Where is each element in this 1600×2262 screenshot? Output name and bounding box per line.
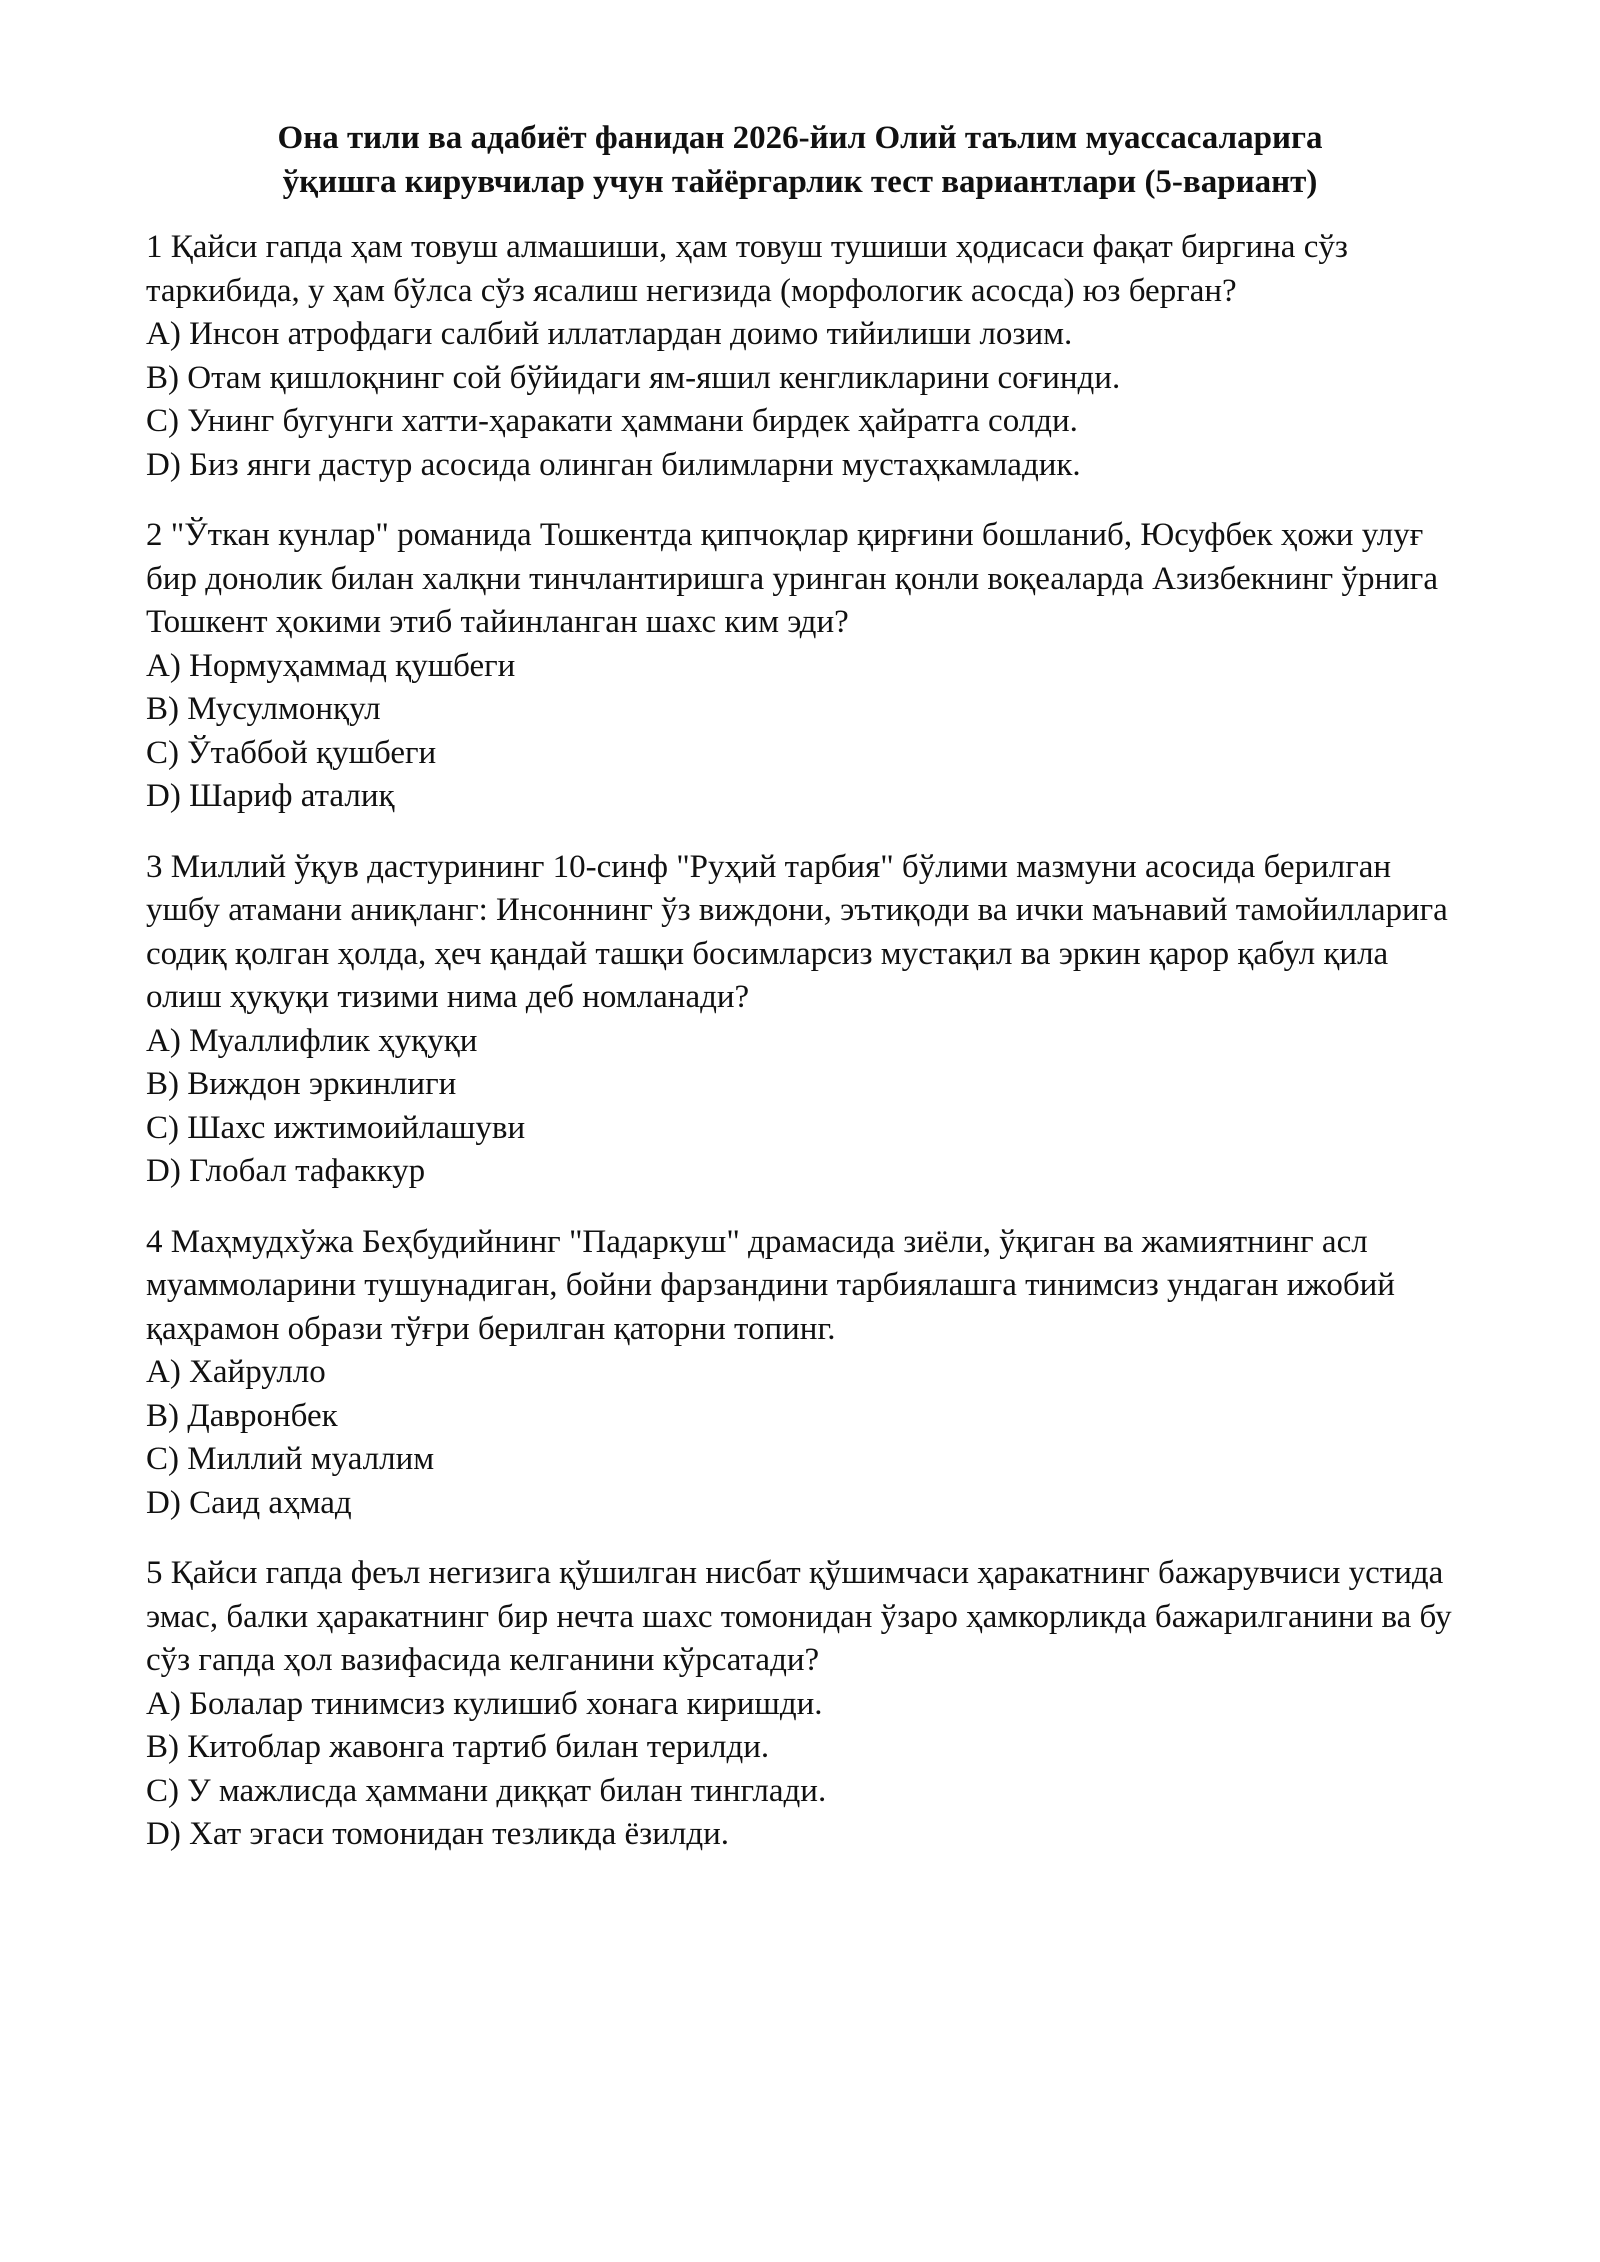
option-c: C) Миллий муаллим — [146, 1441, 435, 1477]
option-d: D) Глобал тафаккур — [146, 1153, 426, 1189]
answer-options — [146, 1020, 1466, 1194]
answer-options — [146, 1351, 1466, 1525]
option-a: A) Болалар тинимсиз кулишиб хонага киришди. — [146, 1685, 823, 1722]
option-c: C) У мажлисда ҳаммани диққат билан тинглади. — [146, 1772, 827, 1809]
question-text: 2 "Ўткан кунлар" романида Тошкентда қипчоқлар қирғини бошланиб, Юсуфбек ҳожи улуғ бир донолик билан халқни тинчлантиришга уринган қонли воқеаларда Азизбекнинг ўрнига Тошкент ҳокими этиб тайинланган шахс ким эди? — [146, 517, 1438, 640]
question-text: 1 Қайси гапда ҳам товуш алмашиши, ҳам товуш тушиши ҳодисаси фақат биргина сўз таркибида, у ҳам бўлса сўз ясалиш негизида (морфологик асосда) юз берган? — [146, 229, 1348, 309]
option-c: C) Ўтаббой қушбеги — [146, 734, 437, 771]
option-b: B) Отам қишлоқнинг сой бўйидаги ям-яшил кенгликларини соғинди. — [146, 359, 1121, 396]
option-b: B) Китоблар жавонга тартиб билан терилди. — [146, 1729, 770, 1765]
option-a: A) Муаллифлик ҳуқуқи — [146, 1022, 478, 1059]
answer-options — [146, 1683, 1466, 1857]
option-b: B) Виждон эркинлиги — [146, 1066, 457, 1102]
question-3 — [146, 846, 1466, 1194]
option-a: A) Хайрулло — [146, 1354, 326, 1390]
option-d: D) Хат эгаси томонидан тезликда ёзилди. — [146, 1816, 730, 1852]
option-c: C) Унинг бугунги хатти-ҳаракати ҳаммани бирдек ҳайратга солди. — [146, 403, 1078, 439]
option-b: B) Мусулмонқул — [146, 691, 381, 727]
option-d: D) Саид аҳмад — [146, 1484, 352, 1521]
question-text: 4 Маҳмудхўжа Беҳбудийнинг "Падаркуш" драмасида зиёли, ўқиган ва жамиятнинг асл муаммоларини тушунадиган, бойни фарзандини тарбиялашга тинимсиз ундаган ижобий қаҳрамон образи тўғри берилган қаторни топинг. — [146, 1223, 1395, 1347]
question-1 — [146, 226, 1466, 487]
option-a: A) Нормуҳаммад қушбеги — [146, 647, 516, 684]
question-5 — [146, 1552, 1466, 1857]
question-4 — [146, 1221, 1466, 1526]
option-b: B) Давронбек — [146, 1397, 338, 1434]
option-c: C) Шахс ижтимоийлашуви — [146, 1109, 526, 1146]
option-d: D) Шариф аталиқ — [146, 778, 395, 814]
option-d: D) Биз янги дастур асосида олинган билимларни мустаҳкамладик. — [146, 446, 1081, 483]
option-a: A) Инсон атрофдаги салбий иллатлардан доимо тийилиши лозим. — [146, 316, 1073, 352]
answer-options — [146, 313, 1466, 487]
title-line-2: ўқишга кирувчилар учун тайёргарлик тест вариантлари (5-вариант) — [282, 164, 1318, 200]
answer-options — [146, 645, 1466, 819]
question-text: 5 Қайси гапда феъл негизига қўшилган нисбат қўшимчаси ҳаракатнинг бажарувчиси устида эмас, балки ҳаракатнинг бир нечта шахс томонидан ўзаро ҳамкорликда бажарилганини ва бу сўз гапда ҳол вазифасида келганини кўрсатади? — [146, 1555, 1452, 1678]
question-text: 3 Миллий ўқув дастурининг 10-синф "Руҳий тарбия" бўлими мазмуни асосида берилган ушбу атамани аниқланг: Инсоннинг ўз виждони, эътиқоди ва ички маънавий тамойилларига содиқ қолган ҳолда, ҳеч қандай ташқи босимларсиз мустақил ва эркин қарор қабул қила олиш ҳуқуқи тизими нима деб номланади? — [146, 848, 1448, 1015]
question-list — [146, 226, 1466, 1884]
title-line-1: Она тили ва адабиёт фанидан 2026-йил Олий таълим муассасаларига — [277, 120, 1323, 156]
document-title — [140, 116, 1460, 204]
question-2 — [146, 514, 1466, 819]
